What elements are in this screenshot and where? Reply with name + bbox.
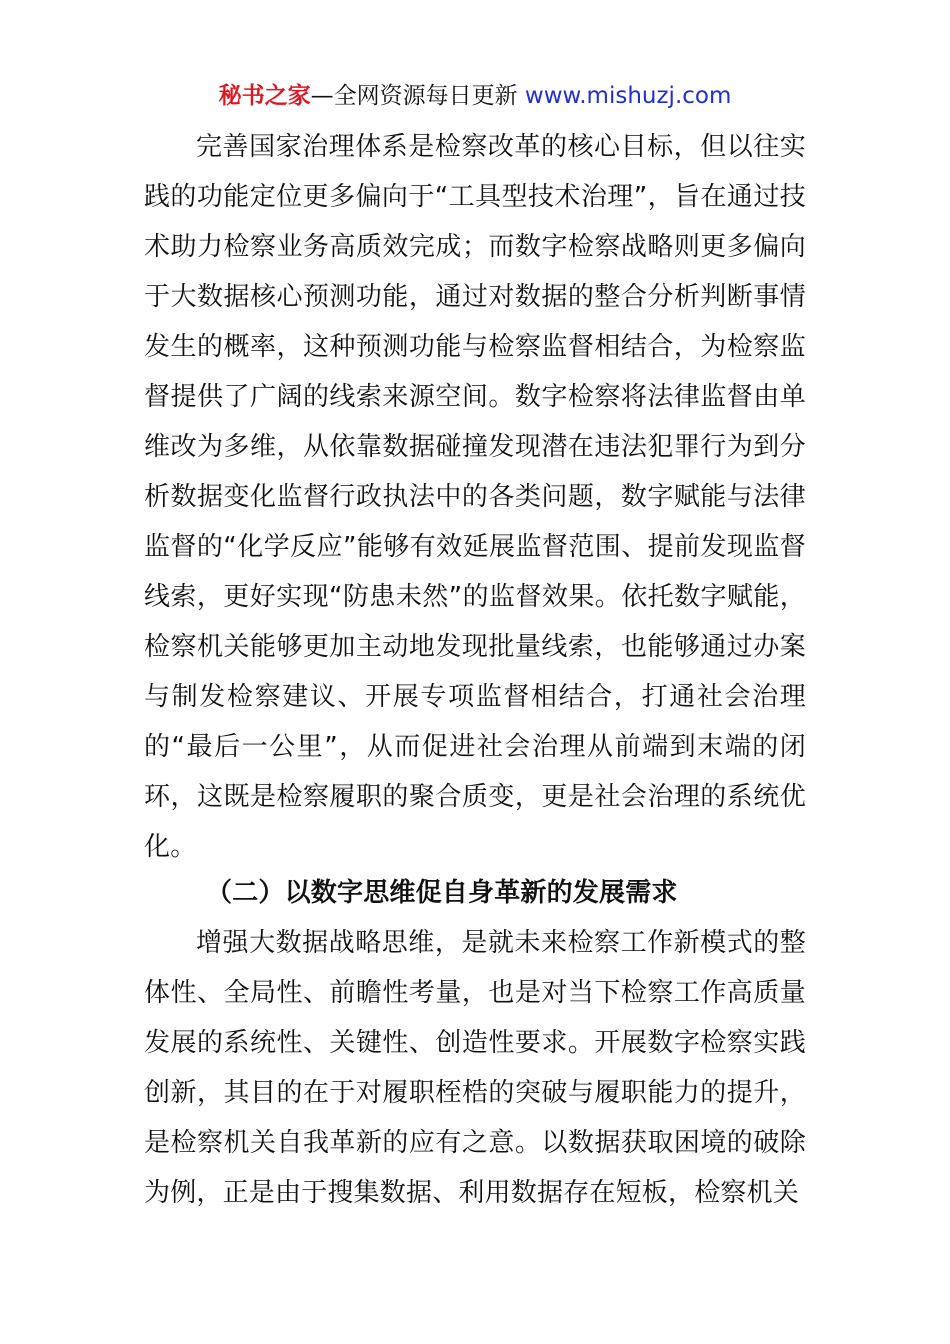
section-heading-block xyxy=(144,868,806,918)
header-tagline: —全网资源每日更新 xyxy=(310,83,525,109)
section-heading: （二）以数字思维促自身革新的发展需求 xyxy=(206,878,678,908)
body-text-block-2 xyxy=(144,918,806,1218)
page-header xyxy=(0,80,950,112)
site-url[interactable]: www.mishuzj.com xyxy=(524,83,732,109)
paragraph-1: 完善国家治理体系是检察改革的核心目标，但以往实践的功能定位更多偏向于“工具型技术治理”，旨在通过技术助力检察业务高质效完成；而数字检察战略则更多偏向于大数据核心预测功能，通过对数据的整合分析判断事情发生的概率，这种预测功能与检察监督相结合，为检察监督提供了广阔的线索来源空间。数字检察将法律监督由单维改为多维，从依靠数据碰撞发现潜在违法犯罪行为到分析数据变化监督行政执法中的各类问题，数字赋能与法律监督的“化学反应”能够有效延展监督范围、提前发现监督线索，更好实现“防患未然”的监督效果。依托数字赋能，检察机关能够更加主动地发现批量线索，也能够通过办案与制发检察建议、开展专项监督相结合，打通社会治理的“最后一公里”，从而促进社会治理从前端到末端的闭环，这既是检察履职的聚合质变，更是社会治理的系统优化。 xyxy=(144,132,806,862)
brand-name: 秘书之家 xyxy=(218,83,311,109)
paragraph-2: 增强大数据战略思维，是就未来检察工作新模式的整体性、全局性、前瞻性考量，也是对当下检察工作高质量发展的系统性、关键性、创造性要求。开展数字检察实践创新，其目的在于对履职桎梏的突破与履职能力的提升，是检察机关自我革新的应有之意。以数据获取困境的破除为例，正是由于搜集数据、利用数据存在短板，检察机关 xyxy=(144,928,806,1208)
body-text-block-1 xyxy=(144,122,806,872)
